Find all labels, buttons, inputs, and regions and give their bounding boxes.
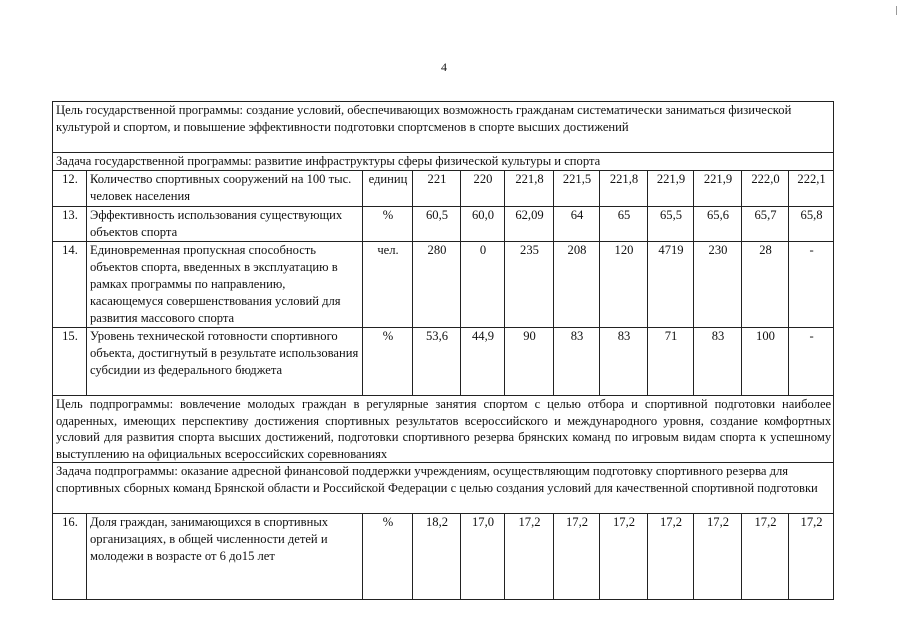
value-cell: 221,5 [554, 171, 600, 207]
indicator-name: Уровень технической готовности спортивного объекта, достигнутый в результате использования субсидии из федерального бюджета [87, 328, 363, 396]
program-goal-text: Цель государственной программы: создание условий, обеспечивающих возможность гражданам систематически заниматься физической культурой и спортом, и повышение эффективности подготовки спортсменов в спорте высших достижений [53, 102, 834, 153]
value-cell: 83 [554, 328, 600, 396]
value-cell: 64 [554, 207, 600, 242]
value-cell: 221,8 [600, 171, 648, 207]
value-cell: 17,2 [694, 514, 742, 600]
value-cell: 17,2 [505, 514, 554, 600]
value-cell: 120 [600, 242, 648, 328]
value-cell: 220 [461, 171, 505, 207]
unit-cell: % [363, 207, 413, 242]
value-cell: 83 [600, 328, 648, 396]
value-cell: 17,2 [742, 514, 789, 600]
row-number: 15. [53, 328, 87, 396]
subprogram-task-row [53, 463, 834, 514]
value-cell: 17,2 [789, 514, 834, 600]
value-cell: 100 [742, 328, 789, 396]
indicator-name: Единовременная пропускная способность объектов спорта, введенных в эксплуатацию в рамках программы по направлению, касающемуся совершенствования условий для развития массового спорта [87, 242, 363, 328]
value-cell: 90 [505, 328, 554, 396]
value-cell: 65 [600, 207, 648, 242]
row-number: 13. [53, 207, 87, 242]
row-number: 16. [53, 514, 87, 600]
table-row [53, 242, 834, 328]
value-cell: 17,0 [461, 514, 505, 600]
indicator-name: Эффективность использования существующих объектов спорта [87, 207, 363, 242]
value-cell: 280 [413, 242, 461, 328]
unit-cell: чел. [363, 242, 413, 328]
table-row [53, 171, 834, 207]
value-cell: 60,5 [413, 207, 461, 242]
row-number: 12. [53, 171, 87, 207]
value-cell: 60,0 [461, 207, 505, 242]
subprogram-goal-text: Цель подпрограммы: вовлечение молодых граждан в регулярные занятия спортом с целью отбора и спортивной подготовки наиболее одаренных, имеющих перспективу достижения спортивных результатов всероссийского и международного уровня, создание комфортных условий для развития спорта высших достижений, подготовки спортивного резерва брянских команд по игровым видам спорта к успешному выступлению на официальных всероссийских соревнованиях [53, 396, 834, 463]
indicator-name: Доля граждан, занимающихся в спортивных организациях, в общей численности детей и молодежи в возрасте от 6 до15 лет [87, 514, 363, 600]
value-cell: - [789, 328, 834, 396]
unit-cell: единиц [363, 171, 413, 207]
value-cell: 17,2 [554, 514, 600, 600]
table-row [53, 328, 834, 396]
value-cell: 230 [694, 242, 742, 328]
value-cell: 4719 [648, 242, 694, 328]
value-cell: 222,0 [742, 171, 789, 207]
value-cell: 17,2 [600, 514, 648, 600]
program-task-text: Задача государственной программы: развитие инфраструктуры сферы физической культуры и спорта [53, 153, 834, 171]
page-number: 4 [441, 60, 447, 74]
subprogram-task-text: Задача подпрограммы: оказание адресной финансовой поддержки учреждениям, осуществляющим подготовку спортивного резерва для спортивных сборных команд Брянской области и Российской Федерации с целью создания условий для качественной спортивной подготовки [53, 463, 834, 514]
subprogram-goal-row [53, 396, 834, 463]
program-task-row [53, 153, 834, 171]
value-cell: 0 [461, 242, 505, 328]
value-cell: 18,2 [413, 514, 461, 600]
row-number: 14. [53, 242, 87, 328]
value-cell: 53,6 [413, 328, 461, 396]
program-goal-row [53, 102, 834, 153]
value-cell: 65,7 [742, 207, 789, 242]
value-cell: 65,8 [789, 207, 834, 242]
value-cell: 65,5 [648, 207, 694, 242]
value-cell: - [789, 242, 834, 328]
value-cell: 44,9 [461, 328, 505, 396]
value-cell: 221,9 [694, 171, 742, 207]
indicator-name: Количество спортивных сооружений на 100 тыс. человек населения [87, 171, 363, 207]
value-cell: 71 [648, 328, 694, 396]
value-cell: 62,09 [505, 207, 554, 242]
value-cell: 208 [554, 242, 600, 328]
unit-cell: % [363, 514, 413, 600]
unit-cell: % [363, 328, 413, 396]
scan-edge-mark [896, 6, 897, 15]
value-cell: 17,2 [648, 514, 694, 600]
value-cell: 221 [413, 171, 461, 207]
indicators-table [52, 101, 834, 600]
value-cell: 221,8 [505, 171, 554, 207]
value-cell: 222,1 [789, 171, 834, 207]
value-cell: 221,9 [648, 171, 694, 207]
table-row [53, 514, 834, 600]
value-cell: 28 [742, 242, 789, 328]
value-cell: 65,6 [694, 207, 742, 242]
value-cell: 235 [505, 242, 554, 328]
table-row [53, 207, 834, 242]
value-cell: 83 [694, 328, 742, 396]
